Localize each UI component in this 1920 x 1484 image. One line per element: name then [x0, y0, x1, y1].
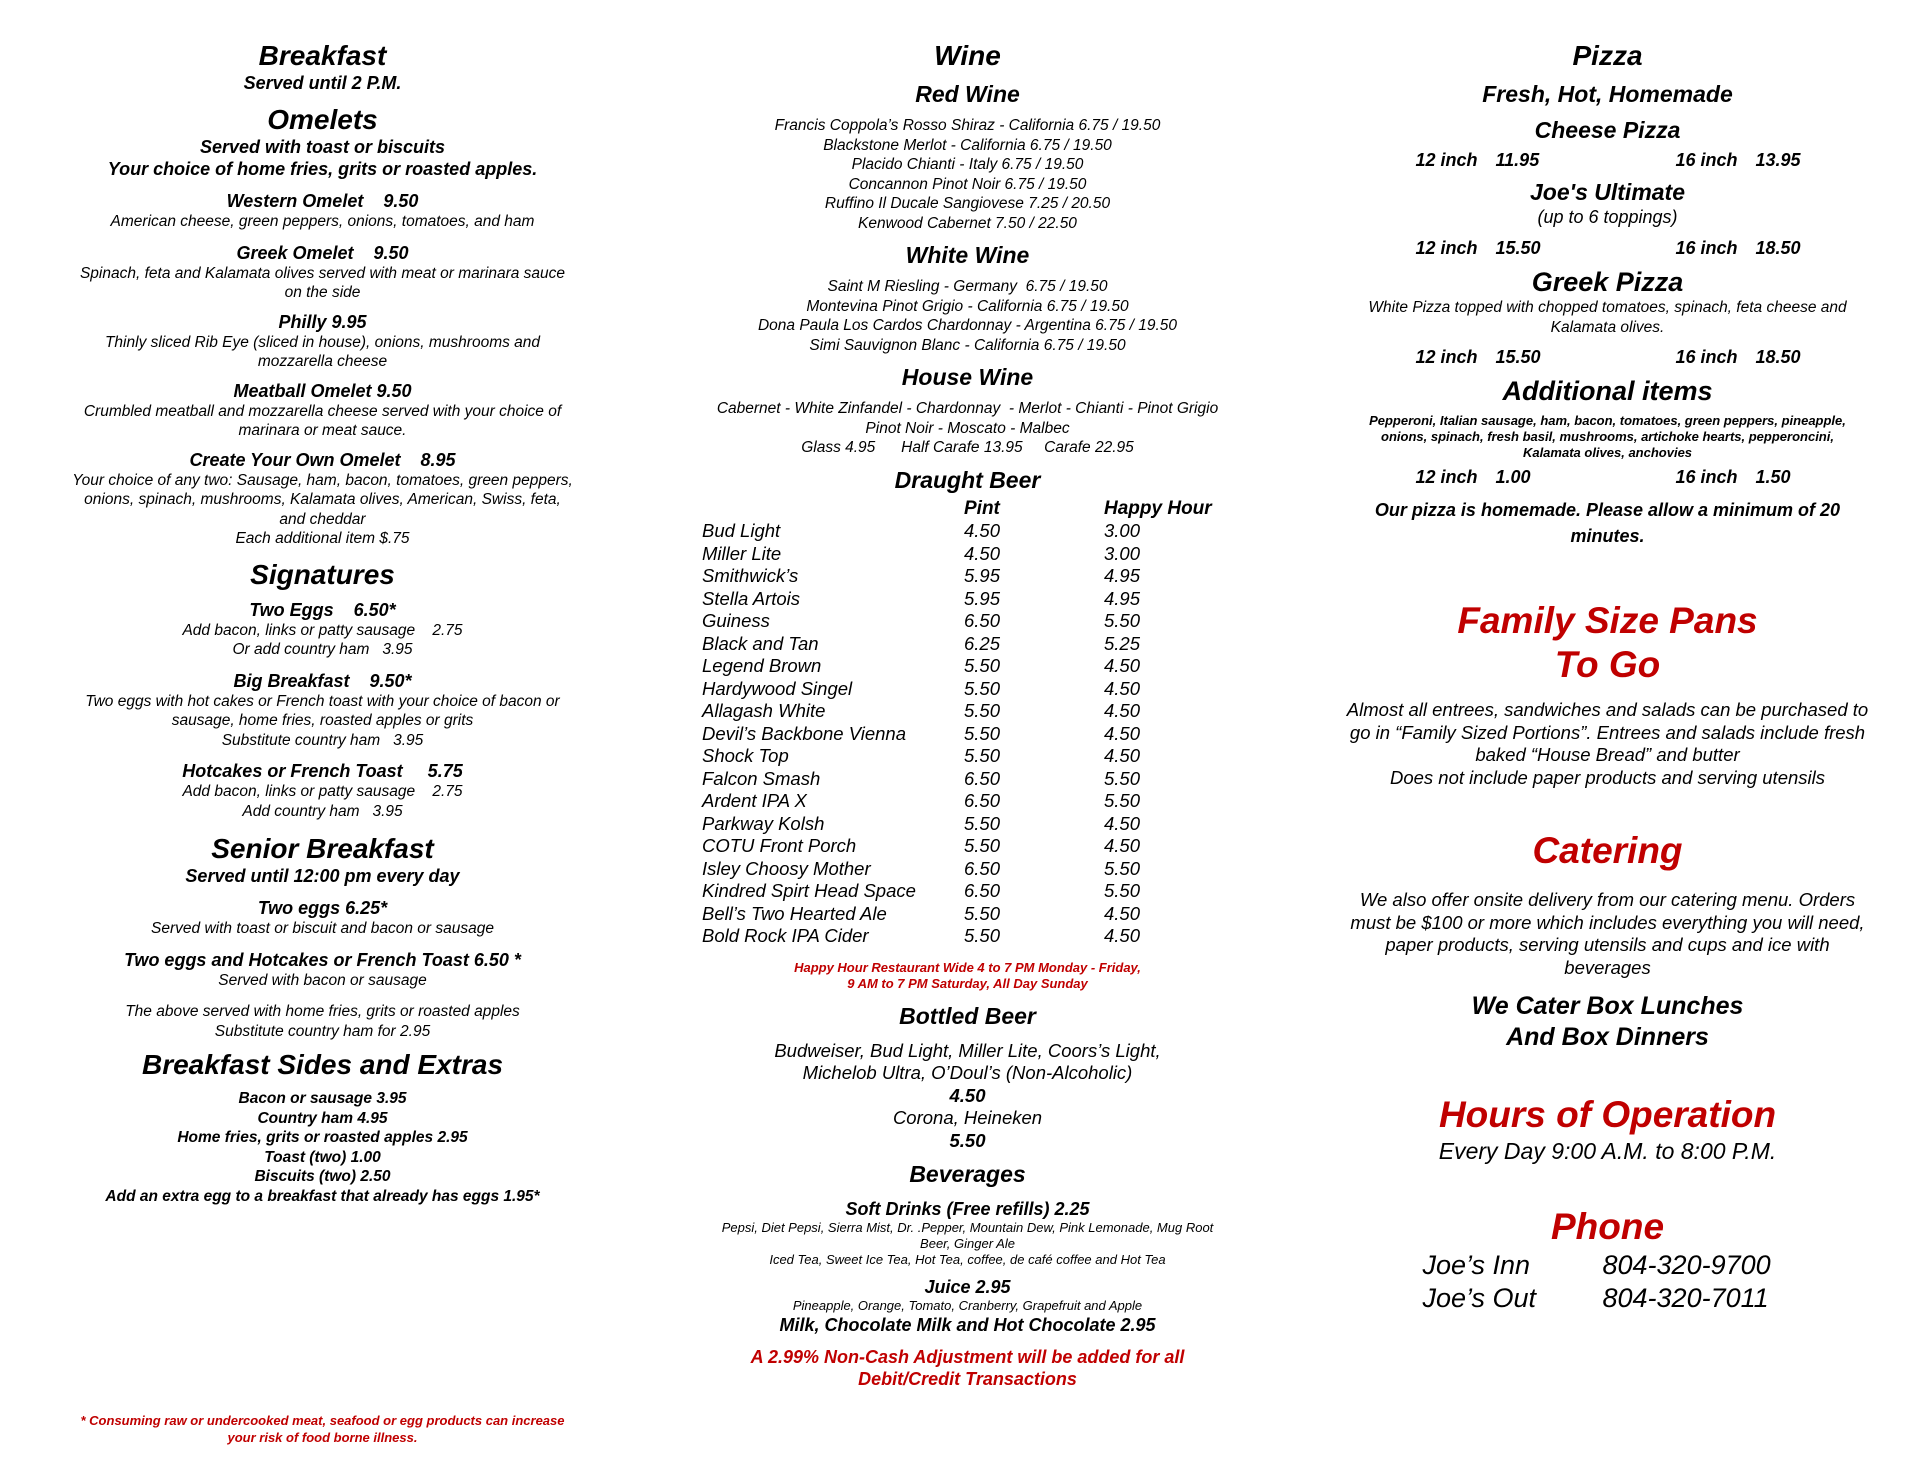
size-label: 16 inch	[1675, 467, 1738, 487]
size-price: 18.50	[1755, 347, 1801, 367]
senior-subtitle: Served until 12:00 pm every day	[185, 866, 460, 886]
header-name	[700, 498, 964, 521]
menu-item	[40, 897, 605, 939]
list-item: Pinot Noir - Moscato - Malbec	[865, 419, 1070, 437]
bottled-title: Bottled Beer	[899, 1002, 1036, 1029]
item-name: Big Breakfast 9.50*	[233, 670, 412, 691]
breakfast-subtitle: Served until 2 P.M.	[243, 73, 402, 93]
item-desc: on the side	[284, 284, 361, 301]
soft-drinks-desc: Pepsi, Diet Pepsi, Sierra Mist, Dr. .Pepper, Mountain Dew, Pink Lemonade, Mug Root	[721, 1220, 1214, 1235]
beer-pint-price: 5.50	[964, 902, 1001, 924]
table-row	[700, 790, 1225, 813]
list-item: Home fries, grits or roasted apples 2.95	[177, 1129, 468, 1146]
happy-hour-note: Happy Hour Restaurant Wide 4 to 7 PM Monday - Friday,	[794, 959, 1141, 975]
beverages-title: Beverages	[909, 1161, 1026, 1187]
item-name: Create Your Own Omelet 8.95	[189, 449, 456, 470]
item-desc: sausage, home fries, roasted apples or grits	[171, 712, 474, 729]
bottled-line: Budweiser, Bud Light, Miller Lite, Coors’s Light,	[774, 1039, 1161, 1061]
size-price: 15.50	[1495, 347, 1541, 367]
box-lunches	[1325, 991, 1890, 1053]
red-wine-title: Red Wine	[915, 81, 1020, 107]
table-row	[700, 835, 1225, 858]
table-row	[700, 700, 1225, 723]
beer-happy-price: 4.50	[1104, 745, 1141, 767]
bottled-price: 4.50	[949, 1084, 986, 1106]
size-price: 1.00	[1495, 467, 1531, 487]
beer-happy-price: 4.50	[1104, 677, 1141, 699]
bottled-line: Michelob Ultra, O’Doul’s (Non-Alcoholic)	[802, 1062, 1133, 1083]
list-item: Simi Sauvignon Blanc - California 6.75 / 19.50	[809, 336, 1126, 354]
beer-happy-price: 4.95	[1104, 565, 1141, 587]
bottled-line: Corona, Heineken	[892, 1107, 1043, 1128]
greek-pizza-desc: White Pizza topped with chopped tomatoes, spinach, feta cheese and	[1368, 299, 1847, 316]
menu-item	[40, 242, 605, 303]
beer-happy-price: 4.50	[1104, 925, 1141, 947]
beer-happy-price: 3.00	[1104, 542, 1141, 564]
beer-pint-price: 5.95	[964, 587, 1001, 609]
beer-name: Bold Rock IPA Cider	[702, 925, 869, 947]
hours-text: Every Day 9:00 A.M. to 8:00 P.M.	[1438, 1138, 1777, 1164]
beer-happy-price: 5.50	[1104, 790, 1141, 812]
list-item: Country ham 4.95	[257, 1109, 388, 1127]
catering-line: beverages	[1564, 956, 1651, 978]
catering-title: Catering	[1532, 830, 1683, 871]
table-row	[700, 678, 1225, 701]
soft-drinks-title: Soft Drinks (Free refills) 2.25	[845, 1199, 1090, 1219]
milk-line: Milk, Chocolate Milk and Hot Chocolate 2.95	[779, 1315, 1156, 1335]
soft-drinks-desc: Beer, Ginger Ale	[920, 1236, 1015, 1251]
table-row	[700, 768, 1225, 791]
family-line: go in “Family Sized Portions”. Entrees and salads include fresh	[1349, 721, 1866, 743]
beer-name: Allagash White	[702, 700, 826, 722]
wine-title: Wine	[934, 40, 1001, 71]
breakfast-title: Breakfast	[258, 40, 387, 71]
beer-pint-price: 5.50	[964, 722, 1001, 744]
phone-entry	[1325, 1282, 1890, 1315]
phone-name: Joe’s Out	[1422, 1283, 1537, 1313]
phone-number: 804-320-9700	[1602, 1250, 1771, 1280]
beer-happy-price: 4.50	[1104, 700, 1141, 722]
pizza-subtitle: Fresh, Hot, Homemade	[1482, 81, 1733, 107]
item-desc: Served with bacon or sausage	[218, 971, 427, 989]
list-item: Placido Chianti - Italy 6.75 / 19.50	[851, 156, 1084, 173]
beer-name: COTU Front Porch	[702, 835, 857, 857]
non-cash-note: Debit/Credit Transactions	[858, 1369, 1077, 1389]
beer-happy-price: 5.50	[1104, 767, 1141, 789]
item-name: Two Eggs 6.50*	[249, 599, 396, 620]
item-desc: marinara or meat sauce.	[238, 422, 407, 439]
warning-line: * Consuming raw or undercooked meat, seafood or egg products can increase	[80, 1413, 565, 1428]
sides-list	[40, 1089, 605, 1206]
warning-line: your risk of food borne illness.	[227, 1430, 418, 1445]
item-name: Meatball Omelet 9.50	[233, 380, 412, 401]
item-desc: onions, spinach, mushrooms, Kalamata olives, American, Swiss, feta,	[84, 491, 561, 508]
beer-pint-price: 5.50	[964, 812, 1001, 834]
beer-pint-price: 6.50	[964, 880, 1001, 902]
draught-rows	[700, 520, 1225, 948]
size-label: 12 inch	[1415, 347, 1478, 367]
size-label: 16 inch	[1675, 150, 1738, 170]
additional-line: Pepperoni, Italian sausage, ham, bacon, tomatoes, green peppers, pineapple,	[1369, 413, 1846, 428]
beer-happy-price: 5.50	[1104, 610, 1141, 632]
beer-pint-price: 5.50	[964, 745, 1001, 767]
table-row	[700, 633, 1225, 656]
beer-happy-price: 4.50	[1104, 812, 1141, 834]
list-item: Kenwood Cabernet 7.50 / 22.50	[858, 214, 1077, 232]
ultimate-subtitle: (up to 6 toppings)	[1537, 207, 1678, 227]
beer-name: Isley Choosy Mother	[702, 857, 871, 879]
size-price: 13.95	[1755, 150, 1801, 170]
box-line: And Box Dinners	[1506, 1023, 1709, 1051]
beer-pint-price: 5.50	[964, 925, 1001, 947]
size-label: 16 inch	[1675, 238, 1738, 258]
menu-item	[40, 670, 605, 751]
list-item: Francis Coppola’s Rosso Shiraz - California 6.75 / 19.50	[774, 117, 1161, 134]
list-item: Cabernet - White Zinfandel - Chardonnay - Merlot - Chianti - Pinot Grigio	[716, 400, 1219, 417]
family-line: baked “House Bread” and butter	[1475, 744, 1740, 765]
menu-item	[40, 760, 605, 821]
menu-item	[40, 949, 605, 991]
beer-pint-price: 4.50	[964, 520, 1001, 542]
list-item: Montevina Pinot Grigio - California 6.75 / 19.50	[806, 297, 1129, 315]
homemade-line: Our pizza is homemade. Please allow a minimum of 20	[1374, 500, 1841, 520]
size-price: 11.95	[1495, 150, 1540, 170]
beer-happy-price: 4.50	[1104, 722, 1141, 744]
table-row	[700, 903, 1225, 926]
beer-name: Legend Brown	[702, 655, 822, 677]
size-price: 18.50	[1755, 238, 1801, 258]
item-desc: Substitute country ham 3.95	[221, 731, 424, 749]
item-name: Greek Omelet 9.50	[236, 242, 409, 263]
beer-name: Ardent IPA X	[702, 790, 807, 812]
beer-pint-price: 5.50	[964, 677, 1001, 699]
beer-happy-price: 4.95	[1104, 587, 1141, 609]
beer-pint-price: 6.25	[964, 632, 1001, 654]
phone-title: Phone	[1550, 1206, 1665, 1247]
breakfast-column	[40, 40, 605, 1206]
phone-number: 804-320-7011	[1602, 1283, 1769, 1313]
table-row	[700, 925, 1225, 948]
menu-item	[40, 190, 605, 232]
white-wine-title: White Wine	[905, 242, 1030, 268]
item-desc: Crumbled meatball and mozzarella cheese served with your choice of	[83, 402, 562, 420]
beer-name: Shock Top	[702, 745, 789, 767]
beer-happy-price: 4.50	[1104, 902, 1141, 924]
beer-pint-price: 6.50	[964, 857, 1001, 879]
item-desc: Two eggs with hot cakes or French toast with your choice of bacon or	[85, 692, 560, 710]
beer-happy-price: 4.50	[1104, 835, 1141, 857]
house-wine-title: House Wine	[901, 364, 1034, 390]
list-item: Saint M Riesling - Germany 6.75 / 19.50	[827, 278, 1108, 295]
sides-title: Breakfast Sides and Extras	[141, 1049, 504, 1080]
beer-name: Stella Artois	[702, 587, 801, 609]
family-line: Does not include paper products and serving utensils	[1389, 766, 1825, 788]
house-wine-list	[690, 399, 1245, 458]
menu-item	[40, 599, 605, 660]
juice-title: Juice 2.95	[924, 1277, 1011, 1297]
list-item: Add an extra egg to a breakfast that already has eggs 1.95*	[105, 1187, 540, 1205]
ultimate-title: Joe's Ultimate	[1529, 179, 1686, 205]
item-desc: mozzarella cheese	[257, 353, 388, 370]
beer-name: Falcon Smash	[702, 767, 821, 789]
list-item: Bacon or sausage 3.95	[238, 1090, 407, 1107]
beer-pint-price: 5.95	[964, 565, 1001, 587]
beer-name: Kindred Spirt Head Space	[702, 880, 916, 902]
food-safety-warning	[40, 1412, 605, 1446]
item-desc: and cheddar	[279, 510, 366, 528]
beer-pint-price: 6.50	[964, 767, 1001, 789]
table-row	[700, 520, 1225, 543]
table-row	[700, 565, 1225, 588]
table-row	[700, 543, 1225, 566]
senior-note: The above served with home fries, grits or roasted apples	[125, 1003, 520, 1020]
size-price: 1.50	[1755, 467, 1791, 487]
beer-name: Bud Light	[702, 520, 781, 542]
cheese-pizza-sizes	[1325, 148, 1890, 172]
pizza-title: Pizza	[1572, 40, 1643, 71]
item-desc: American cheese, green peppers, onions, tomatoes, and ham	[110, 213, 535, 230]
table-row	[700, 880, 1225, 903]
beer-name: Parkway Kolsh	[702, 812, 825, 834]
homemade-note	[1325, 497, 1890, 549]
drinks-column	[690, 40, 1245, 1390]
table-row	[700, 813, 1225, 836]
beer-pint-price: 6.50	[964, 790, 1001, 812]
red-wine-list	[690, 116, 1245, 233]
family-title: Family Size Pans	[1457, 600, 1758, 641]
catering-line: We also offer onsite delivery from our catering menu. Orders	[1359, 889, 1856, 910]
family-line: Almost all entrees, sandwiches and salads can be purchased to	[1346, 699, 1869, 720]
item-desc: Served with toast or biscuit and bacon or sausage	[151, 920, 494, 937]
bottled-price: 5.50	[949, 1129, 986, 1151]
catering-desc	[1325, 889, 1890, 979]
greek-pizza-title: Greek Pizza	[1531, 267, 1684, 297]
table-header	[700, 498, 1225, 521]
list-item: Concannon Pinot Noir 6.75 / 19.50	[848, 175, 1087, 193]
happy-hour-note: 9 AM to 7 PM Saturday, All Day Sunday	[847, 975, 1088, 991]
beer-happy-price: 3.00	[1104, 520, 1141, 542]
item-name: Two eggs 6.25*	[257, 898, 388, 918]
beer-happy-price: 5.25	[1104, 632, 1141, 654]
greek-pizza-sizes	[1325, 345, 1890, 369]
additional-line: Kalamata olives, anchovies	[1522, 445, 1693, 460]
phone-entry	[1325, 1249, 1890, 1282]
list-item: Glass 4.95 Half Carafe 13.95 Carafe 22.95	[801, 439, 1134, 456]
homemade-line: minutes.	[1570, 526, 1645, 546]
hours-title: Hours of Operation	[1438, 1094, 1777, 1135]
senior-title: Senior Breakfast	[211, 833, 434, 864]
box-line: We Cater Box Lunches	[1471, 992, 1744, 1020]
pizza-column	[1325, 40, 1890, 1315]
list-item: Biscuits (two) 2.50	[254, 1168, 391, 1185]
header-pint: Pint	[964, 497, 1000, 519]
item-name: Two eggs and Hotcakes or French Toast 6.50 *	[124, 949, 521, 970]
menu-item	[40, 449, 605, 549]
beer-name: Black and Tan	[702, 632, 819, 654]
draught-title: Draught Beer	[894, 466, 1041, 493]
signatures-title: Signatures	[250, 558, 395, 590]
item-desc: Or add country ham 3.95	[232, 641, 413, 658]
size-label: 12 inch	[1415, 467, 1478, 487]
size-label: 16 inch	[1675, 347, 1738, 367]
bottled-list	[690, 1040, 1245, 1153]
omelets-sub1: Served with toast or biscuits	[199, 137, 446, 157]
beer-name: Bell’s Two Hearted Ale	[702, 902, 887, 924]
item-desc: Each additional item $.75	[235, 530, 410, 547]
beer-pint-price: 5.50	[964, 655, 1001, 677]
additional-title: Additional items	[1502, 376, 1713, 406]
catering-line: must be $100 or more which includes everything you will need,	[1350, 911, 1865, 933]
beer-happy-price: 5.50	[1104, 857, 1141, 879]
beer-name: Smithwick’s	[702, 565, 799, 587]
list-item: Toast (two) 1.00	[264, 1148, 381, 1166]
header-happy-hour: Happy Hour	[1104, 497, 1212, 519]
beer-name: Hardywood Singel	[702, 677, 853, 699]
omelets-title: Omelets	[267, 104, 378, 135]
family-title: To Go	[1554, 644, 1661, 685]
additional-line: onions, spinach, fresh basil, mushrooms, artichoke hearts, pepperoncini,	[1381, 429, 1834, 444]
ultimate-sizes	[1325, 236, 1890, 260]
size-price: 15.50	[1495, 238, 1541, 258]
juice-desc: Pineapple, Orange, Tomato, Cranberry, Grapefruit and Apple	[792, 1298, 1143, 1313]
item-desc: Spinach, feta and Kalamata olives served with meat or marinara sauce	[79, 264, 566, 282]
non-cash-note: A 2.99% Non-Cash Adjustment will be added for all	[750, 1347, 1185, 1367]
item-desc: Add bacon, links or patty sausage 2.75	[182, 783, 463, 800]
table-row	[700, 655, 1225, 678]
beer-happy-price: 4.50	[1104, 655, 1141, 677]
menu-item	[40, 380, 605, 441]
item-name: Western Omelet 9.50	[226, 191, 419, 211]
beer-name: Miller Lite	[702, 542, 782, 564]
phone-name: Joe’s Inn	[1422, 1250, 1531, 1280]
table-row	[700, 745, 1225, 768]
item-desc: Thinly sliced Rib Eye (sliced in house), onions, mushrooms and	[104, 333, 541, 351]
additional-sizes	[1325, 465, 1890, 489]
item-name: Philly 9.95	[278, 311, 367, 332]
list-item: Dona Paula Los Cardos Chardonnay - Argentina 6.75 / 19.50	[757, 317, 1178, 334]
list-item: Ruffino Il Ducale Sangiovese 7.25 / 20.50	[824, 195, 1111, 212]
soft-drinks-desc: Iced Tea, Sweet Ice Tea, Hot Tea, coffee, de café coffee and Hot Tea	[769, 1252, 1166, 1267]
list-item: Blackstone Merlot - California 6.75 / 19.50	[823, 136, 1112, 154]
beer-pint-price: 5.50	[964, 835, 1001, 857]
beer-name: Guiness	[702, 610, 770, 632]
senior-note: Substitute country ham for 2.95	[214, 1022, 431, 1040]
additional-list	[1325, 413, 1890, 461]
item-desc: Add bacon, links or patty sausage 2.75	[182, 621, 463, 639]
table-row	[700, 858, 1225, 881]
beer-pint-price: 4.50	[964, 542, 1001, 564]
table-row	[700, 610, 1225, 633]
family-desc	[1325, 699, 1890, 789]
item-name: Hotcakes or French Toast 5.75	[182, 761, 463, 781]
beer-name: Devil’s Backbone Vienna	[702, 722, 906, 744]
size-label: 12 inch	[1415, 238, 1478, 258]
cheese-pizza-title: Cheese Pizza	[1534, 117, 1681, 143]
table-row	[700, 588, 1225, 611]
menu-item	[40, 311, 605, 372]
white-wine-list	[690, 277, 1245, 355]
item-desc: Add country ham 3.95	[242, 802, 403, 820]
table-row	[700, 723, 1225, 746]
catering-line: paper products, serving utensils and cups and ice with	[1385, 934, 1830, 955]
beer-happy-price: 5.50	[1104, 880, 1141, 902]
greek-pizza-desc: Kalamata olives.	[1550, 318, 1665, 336]
omelets-sub2: Your choice of home fries, grits or roasted apples.	[107, 159, 538, 179]
item-desc: Your choice of any two: Sausage, ham, bacon, tomatoes, green peppers,	[72, 471, 573, 489]
size-label: 12 inch	[1415, 150, 1478, 170]
beer-pint-price: 5.50	[964, 700, 1001, 722]
beer-pint-price: 6.50	[964, 610, 1001, 632]
draught-table	[700, 498, 1225, 948]
